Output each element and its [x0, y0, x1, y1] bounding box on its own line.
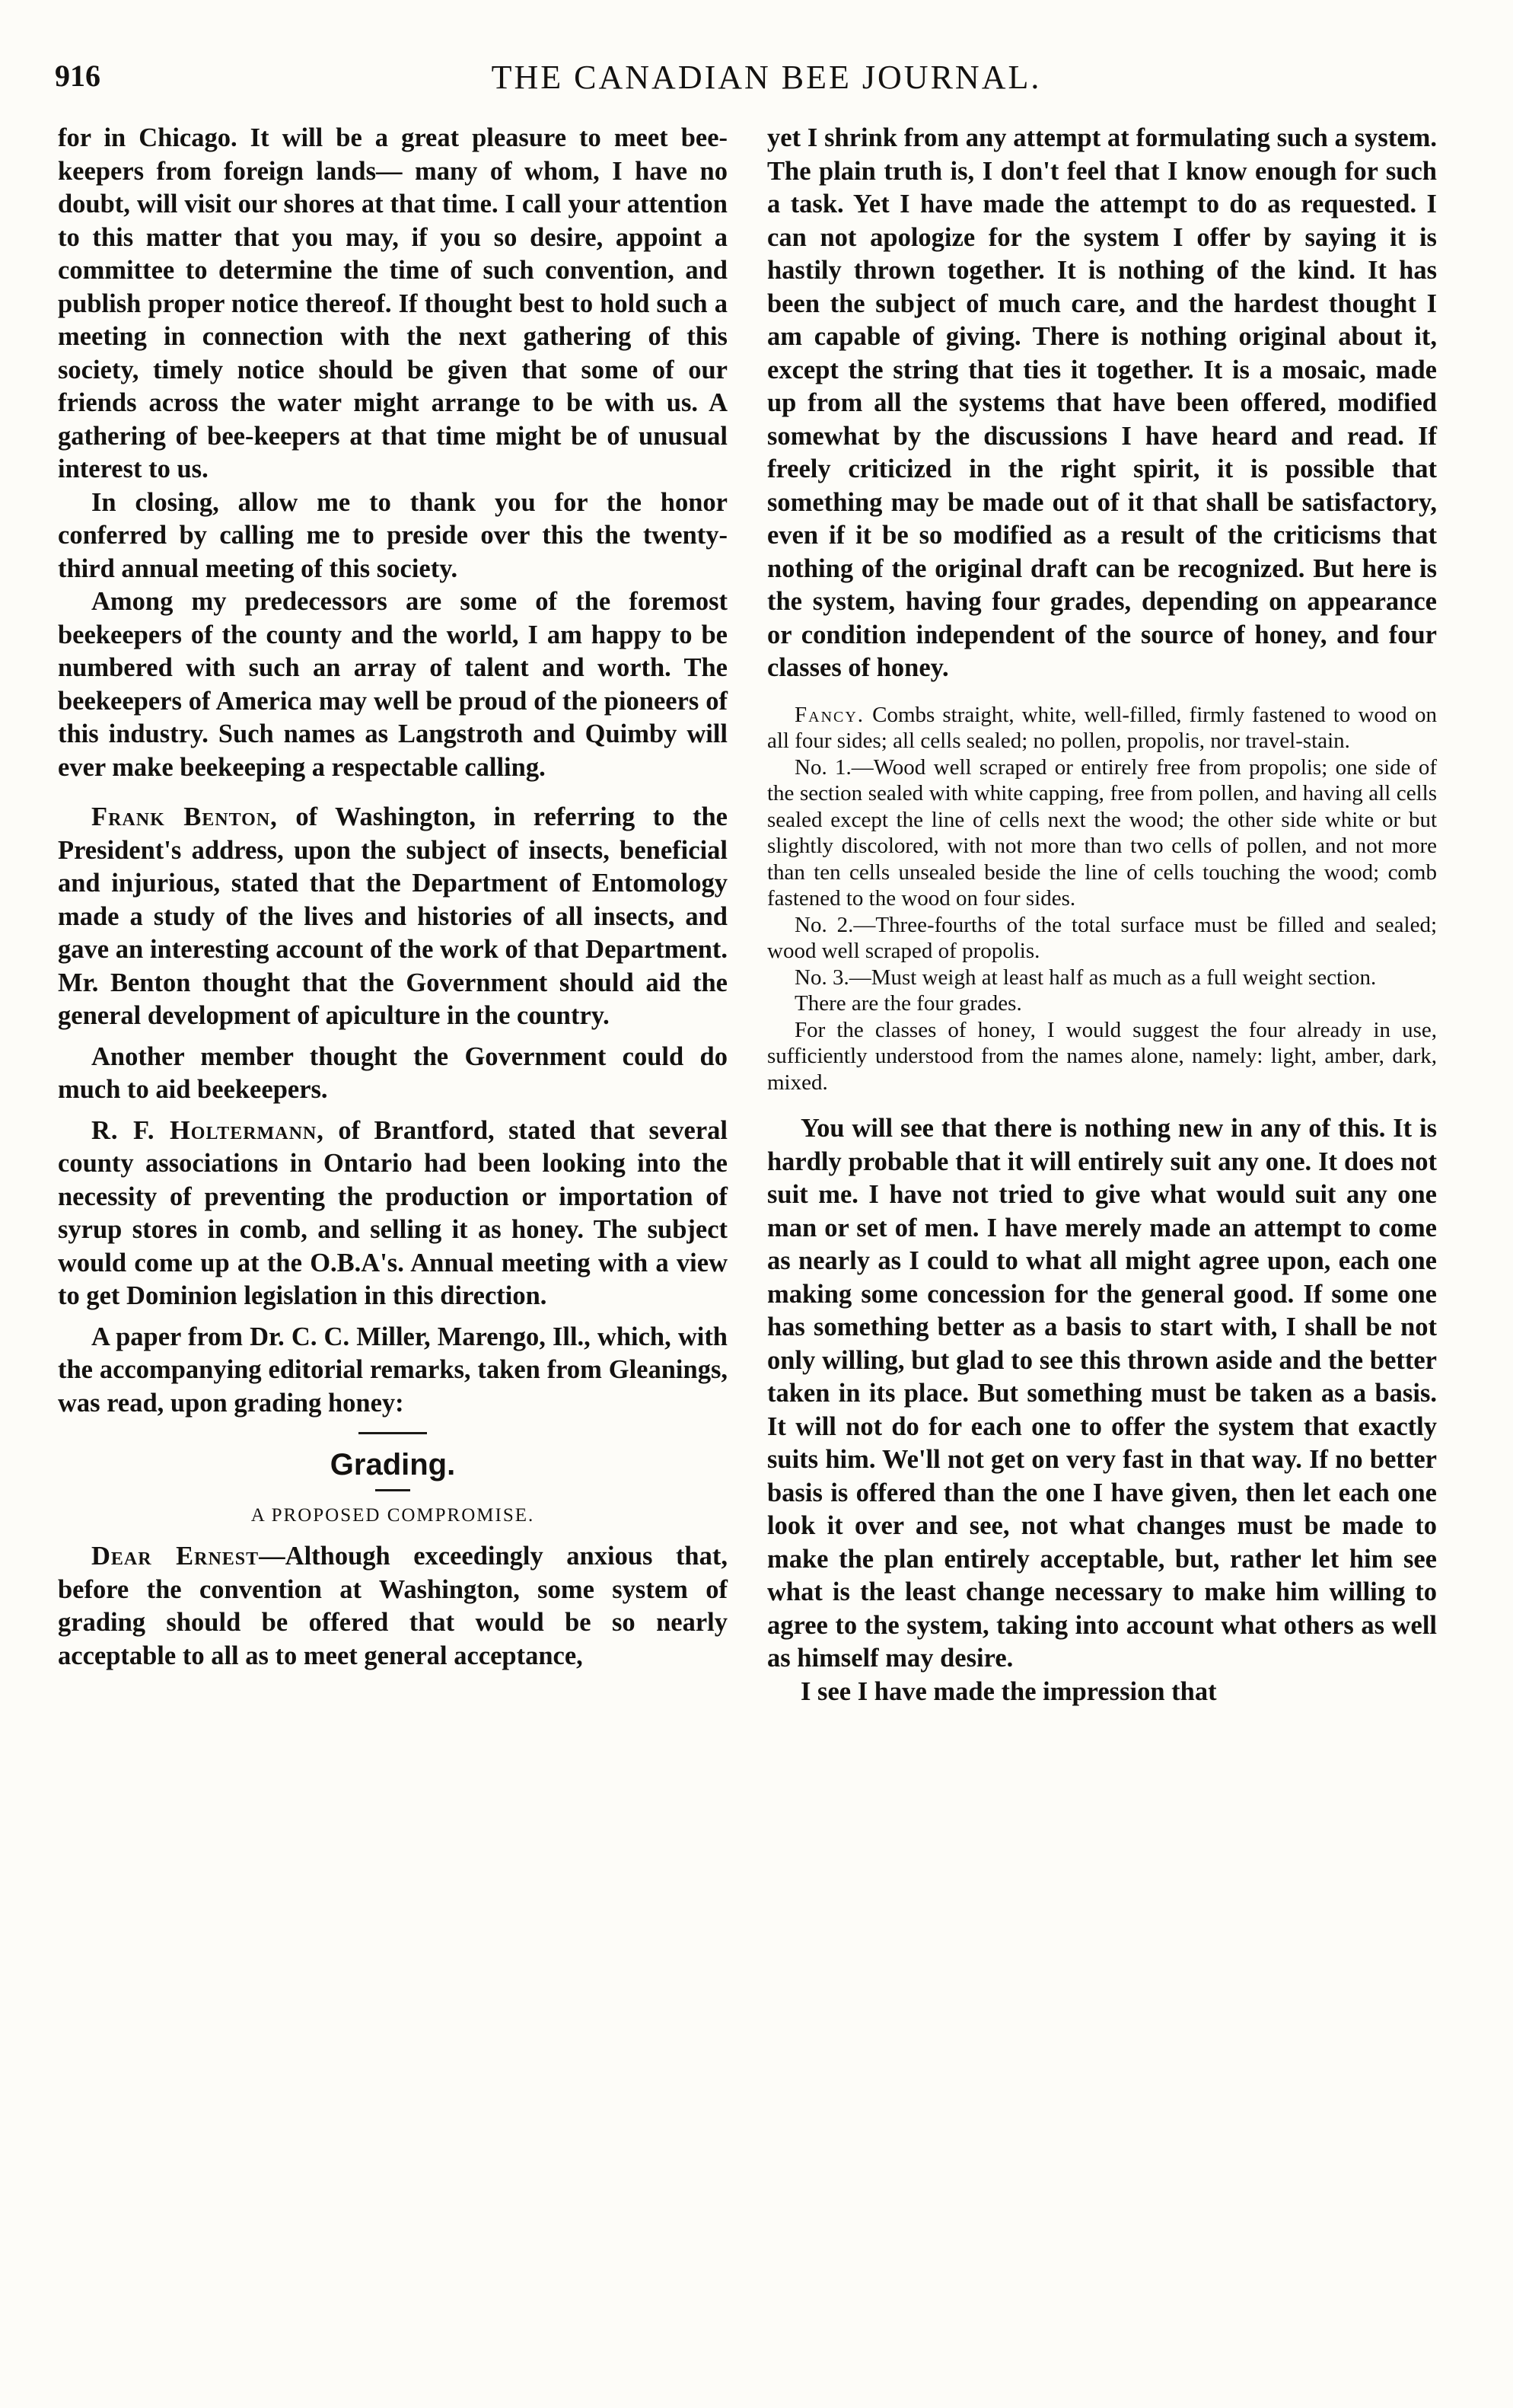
grading-rules [767, 702, 1437, 1096]
holtermann-name: R. F. Holtermann, [91, 1115, 324, 1145]
benton-text: of Washington, in referring to the President's address, upon the subject of insects, beneficial and injurious, stated that the Department of Entomology made a study of the lives and histories of all insects, and gave an interesting account of the work of that Department. Mr. Benton thought that the Government should aid the general development of apiculture in the country. [58, 802, 728, 1030]
no3-rule: No. 3.—Must weigh at least half as much as a full weight section. [795, 965, 1377, 990]
government-paragraph: Another member thought the Government could do much to aid beekeepers. [58, 1041, 728, 1104]
right-paragraph-3: I see I have made the impression that [801, 1676, 1217, 1706]
right-paragraph-1: yet I shrink from any attempt at formulating such a system. The plain truth is, I don't feel that I know enough for such a task. Yet I have made the attempt to do as requested. I can not apologize for the system I offer by saying it is hastily thrown together. It is nothing of the kind. It has been the subject of much care, and the hardest thought I am capable of giving. There is nothing original about it, except the string that ties it together. It is a mosaic, made up from all the systems that have been offered, modified somewhat by the discussions I have heard and read. If freely criticized in the right spirit, it is possible that something may be made out of it that shall be satisfactory, even if it be so modified as a result of the criticisms that nothing of the original draft can be recognized. But here is the system, having four grades, depending on appearance or condition independent of the source of honey, and four classes of honey. [767, 123, 1437, 682]
section-divider [358, 1432, 427, 1434]
grading-subhead: A PROPOSED COMPROMISE. [250, 1505, 535, 1526]
no1-rule: No. 1.—Wood well scraped or entirely free from propolis; one side of the section sealed with white capping, free from pollen, and having all cells sealed except the line of cells next the wood; the other side white or but slightly discolored, with not more than two cells of pollen, and not more than ten cells unsealed beside the line of cells touching the wood; comb fastened to the wood on four sides. [767, 754, 1437, 911]
letter-opening [58, 1540, 728, 1673]
title-divider [375, 1489, 410, 1491]
running-head: THE CANADIAN BEE JOURNAL. [491, 59, 1042, 96]
left-paragraph-1: for in Chicago. It will be a great pleasure to meet bee-keepers from foreign lands— many of whom, I have no doubt, will visit our shores at that time. I call your attention to this matter that you may, if you so desire, appoint a committee to determine the time of such convention, and publish proper notice thereof. If thought best to hold such a meeting in connection with the next gathering of this society, timely notice should be given that some of our friends across the water might arrange to be with us. A gathering of bee-keepers at that time might be of unusual interest to us. [58, 123, 728, 483]
grading-title: Grading. [330, 1448, 456, 1481]
holtermann-paragraph [58, 1115, 728, 1313]
left-column [58, 122, 728, 1673]
four-grades-note: There are the four grades. [795, 991, 1022, 1016]
fancy-label: Fancy. [795, 702, 865, 727]
right-column [767, 122, 1437, 1708]
letter-salutation: Dear Ernest [91, 1542, 260, 1571]
fancy-rule [767, 702, 1437, 754]
left-paragraph-3: Among my predecessors are some of the foremost beekeepers of the county and the world, I am happy to be numbered with such an array of talent and worth. The beekeepers of America may well be proud of the pioneers of this industry. Such names as Langstroth and Quimby will ever make beekeeping a respectable calling. [58, 587, 728, 782]
miller-paragraph: A paper from Dr. C. C. Miller, Marengo, Ill., which, with the accompanying editorial remarks, taken from Gleanings, was read, upon grading honey: [58, 1322, 728, 1418]
fancy-text: Combs straight, white, well-filled, firmly fastened to wood on all four sides; all cells sealed; no pollen, propolis, nor travel-stain. [767, 702, 1437, 753]
page-number: 916 [55, 59, 100, 93]
holtermann-text: of Brantford, stated that several county associations in Ontario had been looking into the necessity of preventing the production or importation of syrup stores in comb, and selling it as honey. The subject would come up at the O.B.A's. Annual meeting with a view to get Dominion legislation in this direction. [58, 1115, 728, 1310]
letter-text: —Although exceedingly anxious that, before the convention at Washington, some system of grading should be offered that would be so nearly acceptable to all as to meet general acceptance, [58, 1542, 728, 1670]
right-paragraph-2: You will see that there is nothing new in any of this. It is hardly probable that it will entirely suit any one. It does not suit me. I have not tried to give what would suit any one man or set of men. I have merely made an attempt to come as nearly as I could to what all might agree upon, each one making some concession for the general good. If some one has something better as a basis to start with, I shall be not only willing, but glad to see this thrown aside and the better taken in its place. But something must be taken as a basis. It will not do for each one to offer the system that exactly suits him. We'll not get on very fast in that way. If no better basis is offered than the one I have given, then let each one look it over and see, not what changes must be made to make the plan entirely acceptable, but, rather let him see what is the least change necessary to make him willing to agree to the system, taking into account what others as well as himself may desire. [767, 1114, 1437, 1673]
page-header [55, 58, 1478, 104]
no2-rule: No. 2.—Three-fourths of the total surface must be filled and sealed; wood well scraped of propolis. [767, 912, 1437, 963]
classes-note: For the classes of honey, I would suggest the four already in use, sufficiently understood from the names alone, namely: light, amber, dark, mixed. [767, 1017, 1437, 1095]
benton-paragraph [58, 801, 728, 1033]
benton-name: Frank Benton, [91, 802, 278, 831]
left-paragraph-2: In closing, allow me to thank you for the honor conferred by calling me to preside over this the twenty-third annual meeting of this society. [58, 487, 728, 583]
